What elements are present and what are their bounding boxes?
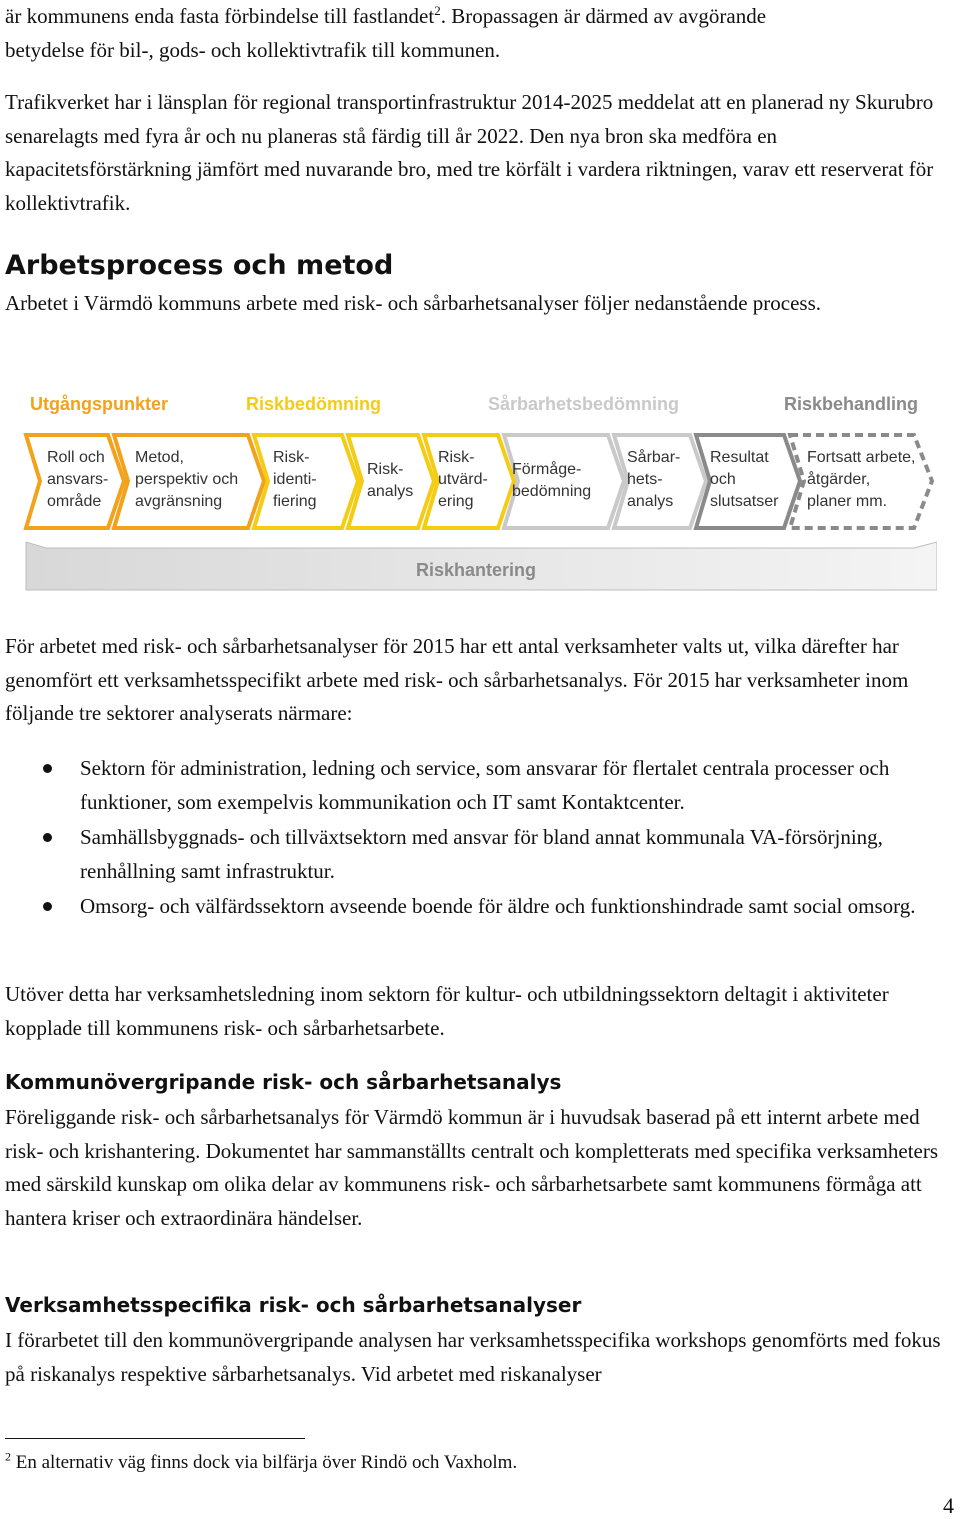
step-1-line-2: ansvars- — [47, 471, 109, 488]
step-7-line-2: hets- — [627, 471, 663, 488]
para-2015: För arbetet med risk- och sårbarhetsanalyser för 2015 har ett antal verksamheter valts ut, vilka därefter har genomfört ett verksamhetsspecifikt arbete med risk- och sårbarhetsanalys. För 2015 har verksamheter inom följande tre sektorer analyserats närmare: — [5, 634, 909, 725]
step-4-line-2: analys — [367, 483, 414, 500]
bullet-icon — [43, 833, 52, 842]
step-2-line-1: Metod, — [135, 449, 184, 466]
step-chevron-4 — [348, 435, 434, 528]
arbetsprocess-paragraph: Arbetet i Värmdö kommuns arbete med risk- och sårbarhetsanalyser följer nedanstående process. — [5, 291, 821, 315]
footnote — [5, 1450, 517, 1476]
phase-label-sarbarhetsbedomning: Sårbarhetsbedömning — [488, 394, 680, 414]
step-1-line-3: område — [47, 493, 102, 510]
step-6-line-1: Förmåge- — [512, 461, 582, 478]
step-9-line-1: Fortsatt arbete, — [807, 449, 916, 466]
step-5-line-3: ering — [438, 493, 474, 510]
step-8-line-3: slutsatser — [710, 493, 779, 510]
heading-verksamhetsspecifika: Verksamhetsspecifika risk- och sårbarhetsanalyser — [5, 1293, 582, 1317]
step-8-line-1: Resultat — [710, 449, 769, 466]
step-3-line-2: identi- — [273, 471, 317, 488]
heading-kommunovergripande: Kommunövergripande risk- och sårbarhetsanalys — [5, 1070, 562, 1094]
step-4-line-1: Risk- — [367, 461, 404, 478]
list-item — [5, 821, 960, 888]
para-verksamhetsspecifika: I förarbetet till den kommunövergripande analysen har verksamhetsspecifika workshops genomförts med fokus på riskanalys respektive sårbarhetsanalys. Vid arbetet med riskanalyser — [5, 1328, 941, 1386]
bullet-icon — [43, 764, 52, 773]
page-number: 4 — [943, 1493, 954, 1518]
process-diagram — [22, 380, 937, 595]
step-8-line-2: och — [710, 471, 736, 488]
step-5-line-2: utvärd- — [438, 471, 488, 488]
list-item-text: Omsorg- och välfärdssektorn avseende boende för äldre och funktionshindrade samt social omsorg. — [80, 894, 916, 918]
step-7-line-3: analys — [627, 493, 674, 510]
step-9-line-3: planer mm. — [807, 493, 888, 510]
riskhantering-label: Riskhantering — [415, 560, 537, 580]
step-7-line-1: Sårbar- — [627, 449, 681, 466]
sector-list — [5, 752, 960, 926]
step-2-line-2: perspektiv och — [135, 471, 239, 488]
phase-label-riskbehandling: Riskbehandling — [784, 394, 919, 414]
step-chevron-6 — [504, 435, 624, 528]
list-item — [5, 752, 960, 819]
list-item — [5, 890, 960, 924]
list-item-text: Samhällsbyggnads- och tillväxtsektorn med ansvar för bland annat kommunala VA-försörjning, renhållning samt infrastruktur. — [80, 825, 883, 883]
footnote-text: En alternativ väg finns dock via bilfärja över Rindö och Vaxholm. — [15, 1452, 518, 1473]
intro-text-c: betydelse för bil-, gods- och kollektivtrafik till kommunen. — [5, 37, 501, 62]
step-3-line-1: Risk- — [273, 449, 310, 466]
trafikverket-paragraph: Trafikverket har i länsplan för regional transportinfrastruktur 2014-2025 meddelat att en planerad ny Skurubro senarelagts med fyra år och nu planeras stå färdig till år 2022. Den nya bron ska medföra en kapacitetsförstärkning jämfört med nuvarande bro, med tre körfält i vardera riktningen, varav ett reserverat för kollektivtrafik. — [5, 90, 934, 215]
step-3-line-3: fiering — [273, 493, 317, 510]
step-6-line-2: bedömning — [512, 483, 592, 500]
phase-label-riskbedomning: Riskbedömning — [246, 394, 382, 414]
intro-text-a: är kommunens enda fasta förbindelse till fastlandet — [5, 4, 435, 28]
intro-paragraph — [5, 0, 960, 67]
bullet-icon — [43, 902, 52, 911]
footnote-ref[interactable]: 2 — [434, 3, 441, 18]
footnote-divider — [5, 1438, 305, 1439]
heading-arbetsprocess: Arbetsprocess och metod — [5, 250, 394, 281]
para-utover: Utöver detta har verksamhetsledning inom sektorn för kultur- och utbildningssektorn deltagit i aktiviteter kopplade till kommunens risk- och sårbarhetsarbete. — [5, 982, 889, 1040]
step-1-line-1: Roll och — [47, 449, 105, 466]
step-2-line-3: avgränsning — [135, 493, 223, 510]
step-9-line-2: åtgärder, — [807, 471, 871, 488]
intro-text-b: . Bropassagen är därmed av avgörande — [440, 4, 767, 28]
list-item-text: Sektorn för administration, ledning och service, som ansvarar för flertalet centrala processer och funktioner, som exempelvis kommunikation och IT samt Kontaktcenter. — [80, 756, 890, 814]
phase-label-utgangspunkter: Utgångspunkter — [30, 394, 169, 414]
step-5-line-1: Risk- — [438, 449, 475, 466]
footnote-number: 2 — [5, 1449, 11, 1464]
para-kommunovergripande: Föreliggande risk- och sårbarhetsanalys för Värmdö kommun är i huvudsak baserad på ett internt arbete med risk- och krishantering. Dokumentet har sammanställts centralt och kompletterats med specifika verksamheters med särskild kunskap om olika delar av kommunens risk- och sårbarhetsarbete samt kommunens förmåga att hantera kriser och extraordinära händelser. — [5, 1105, 939, 1230]
